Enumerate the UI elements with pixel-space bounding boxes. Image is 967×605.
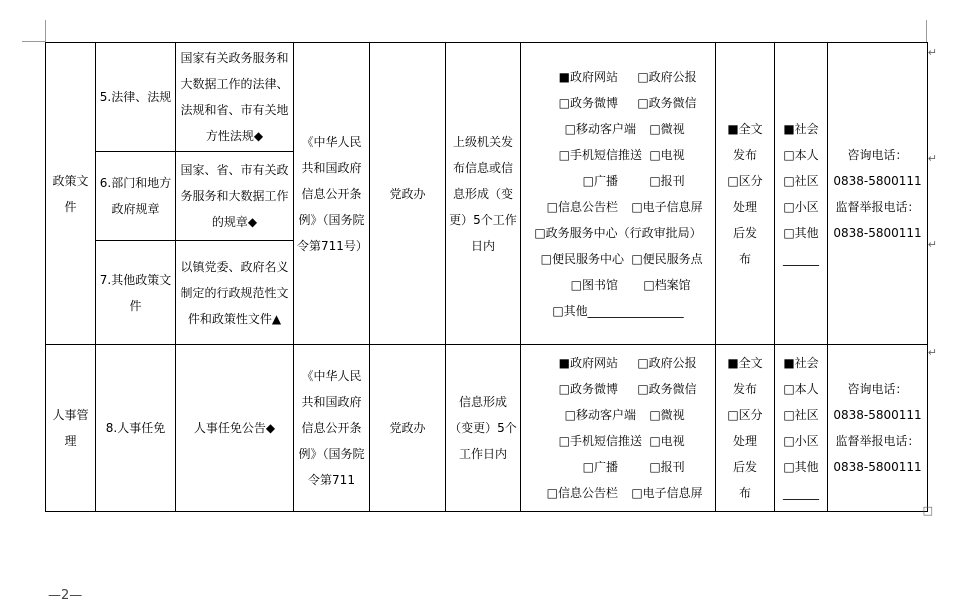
target-option[interactable]: □其他 (783, 225, 819, 240)
media-option[interactable]: □报刊 (649, 173, 685, 188)
media-option[interactable]: □电子信息屏 (631, 486, 703, 500)
media-option[interactable]: □其他________________ (552, 303, 684, 318)
table-row (46, 345, 928, 512)
item-content-cell: 国家有关政务服务和大数据工作的法律、法规和省、市有关地方性法规◆ (176, 43, 294, 152)
media-option[interactable]: □图书馆 (570, 277, 618, 292)
contact-phone: 0838-5800111 (833, 173, 922, 188)
media-row (524, 116, 712, 142)
media-option[interactable]: □手机短信推送 (558, 147, 642, 162)
category-cell: 政策文件 (46, 43, 96, 345)
media-cell (521, 43, 716, 345)
media-option[interactable]: □政务微信 (637, 382, 697, 396)
media-row (524, 272, 712, 298)
media-option[interactable]: □政府公报 (637, 356, 697, 370)
media-option[interactable]: ■政府网站 (558, 356, 618, 370)
target-option[interactable]: □小区 (783, 199, 819, 214)
media-option[interactable]: □电视 (649, 434, 685, 448)
media-option[interactable]: □移动客户端 (564, 408, 636, 422)
report-label: 监督举报电话： (835, 434, 920, 448)
media-option[interactable]: □广播 (582, 173, 618, 188)
report-label: 监督举报电话： (835, 199, 920, 214)
media-option[interactable]: □档案馆 (643, 277, 691, 292)
table-corner-icon[interactable]: □ (922, 504, 933, 517)
method-text: 后发 (732, 225, 757, 240)
target-blank: ______ (783, 486, 819, 500)
dept-cell: 党政办 (370, 345, 446, 512)
target-blank: ______ (783, 251, 819, 266)
media-option[interactable]: □政务微信 (637, 95, 697, 110)
media-row (524, 90, 712, 116)
contact-cell (828, 43, 928, 345)
media-option[interactable]: □政府公报 (637, 69, 697, 84)
method-option[interactable]: □区分 (727, 173, 763, 188)
crop-mark (22, 41, 46, 42)
method-option[interactable]: ■全文 (727, 356, 763, 370)
timeframe-cell: 信息形成（变更）5个工作日内 (446, 345, 521, 512)
dept-cell: 党政办 (370, 43, 446, 345)
item-content-cell: 国家、省、市有关政务服务和大数据工作的规章◆ (176, 152, 294, 241)
media-option[interactable]: □微视 (649, 408, 685, 422)
item-name-cell: 8.人事任免 (96, 345, 176, 512)
target-option[interactable]: □社区 (783, 408, 819, 422)
crop-mark (926, 20, 927, 42)
media-option[interactable]: □手机短信推送 (558, 434, 642, 448)
page-number: —2— (48, 588, 83, 603)
table-row (46, 43, 928, 152)
method-text: 发布 (732, 382, 757, 396)
media-option[interactable]: □报刊 (649, 460, 685, 474)
item-name-cell: 7.其他政策文件 (96, 241, 176, 345)
method-text: 布 (738, 486, 751, 500)
method-text: 发布 (732, 147, 757, 162)
disclosure-table (45, 42, 928, 512)
target-option[interactable]: ■社会 (783, 121, 819, 136)
media-option[interactable]: □便民服务中心 (540, 251, 624, 266)
target-option[interactable]: □本人 (783, 147, 819, 162)
target-option[interactable]: □社区 (783, 173, 819, 188)
basis-cell: 《中华人民共和国政府信息公开条例》（国务院令第711号） (294, 43, 370, 345)
category-cell: 人事管理 (46, 345, 96, 512)
method-cell (716, 345, 775, 512)
media-option[interactable]: □广播 (582, 460, 618, 474)
report-phone: 0838-5800111 (833, 225, 922, 240)
target-option[interactable]: □其他 (783, 460, 819, 474)
media-row (524, 168, 712, 194)
media-row (524, 454, 712, 480)
contact-label: 咨询电话： (847, 147, 908, 162)
contact-phone: 0838-5800111 (833, 408, 922, 422)
report-phone: 0838-5800111 (833, 460, 922, 474)
media-row (524, 376, 712, 402)
timeframe-cell: 上级机关发布信息或信息形成（变更）5个工作日内 (446, 43, 521, 345)
target-option[interactable]: □小区 (783, 434, 819, 448)
media-option[interactable]: □移动客户端 (564, 121, 636, 136)
paragraph-mark-icon: ↵ (927, 346, 937, 359)
media-row (524, 194, 712, 220)
crop-mark (45, 20, 46, 42)
paragraph-mark-icon: ↵ (927, 46, 937, 59)
media-option[interactable]: □电视 (649, 147, 685, 162)
media-row (524, 402, 712, 428)
contact-cell (828, 345, 928, 512)
media-row (524, 220, 712, 246)
media-row (524, 246, 712, 272)
media-option[interactable]: □便民服务点 (631, 251, 703, 266)
media-option[interactable]: □电子信息屏 (631, 199, 703, 214)
method-text: 布 (738, 251, 751, 266)
item-name-cell: 5.法律、法规 (96, 43, 176, 152)
media-row (524, 428, 712, 454)
media-option[interactable]: □政务服务中心（行政审批局） (534, 225, 702, 240)
media-option[interactable]: □信息公告栏 (546, 486, 618, 500)
media-option[interactable]: □政务微博 (558, 95, 618, 110)
target-cell (775, 43, 828, 345)
media-option[interactable]: □政务微博 (558, 382, 618, 396)
method-text: 处理 (732, 434, 757, 448)
media-cell (521, 345, 716, 512)
media-option[interactable]: ■政府网站 (558, 69, 618, 84)
target-option[interactable]: □本人 (783, 382, 819, 396)
item-content-cell: 人事任免公告◆ (176, 345, 294, 512)
target-cell (775, 345, 828, 512)
media-row (524, 480, 712, 506)
media-row (524, 350, 712, 376)
item-content-cell: 以镇党委、政府名义制定的行政规范性文件和政策性文件▲ (176, 241, 294, 345)
method-option[interactable]: □区分 (727, 408, 763, 422)
method-cell (716, 43, 775, 345)
target-option[interactable]: ■社会 (783, 356, 819, 370)
paragraph-mark-icon: ↵ (927, 238, 937, 251)
media-option[interactable]: □微视 (649, 121, 685, 136)
contact-label: 咨询电话： (847, 382, 908, 396)
basis-cell: 《中华人民共和国政府信息公开条例》（国务院令第711 (294, 345, 370, 512)
media-row (524, 298, 712, 324)
method-text: 处理 (732, 199, 757, 214)
method-text: 后发 (732, 460, 757, 474)
media-row (524, 142, 712, 168)
media-row (524, 64, 712, 90)
media-option[interactable]: □信息公告栏 (546, 199, 618, 214)
method-option[interactable]: ■全文 (727, 121, 763, 136)
paragraph-mark-icon: ↵ (927, 152, 937, 165)
item-name-cell: 6.部门和地方政府规章 (96, 152, 176, 241)
